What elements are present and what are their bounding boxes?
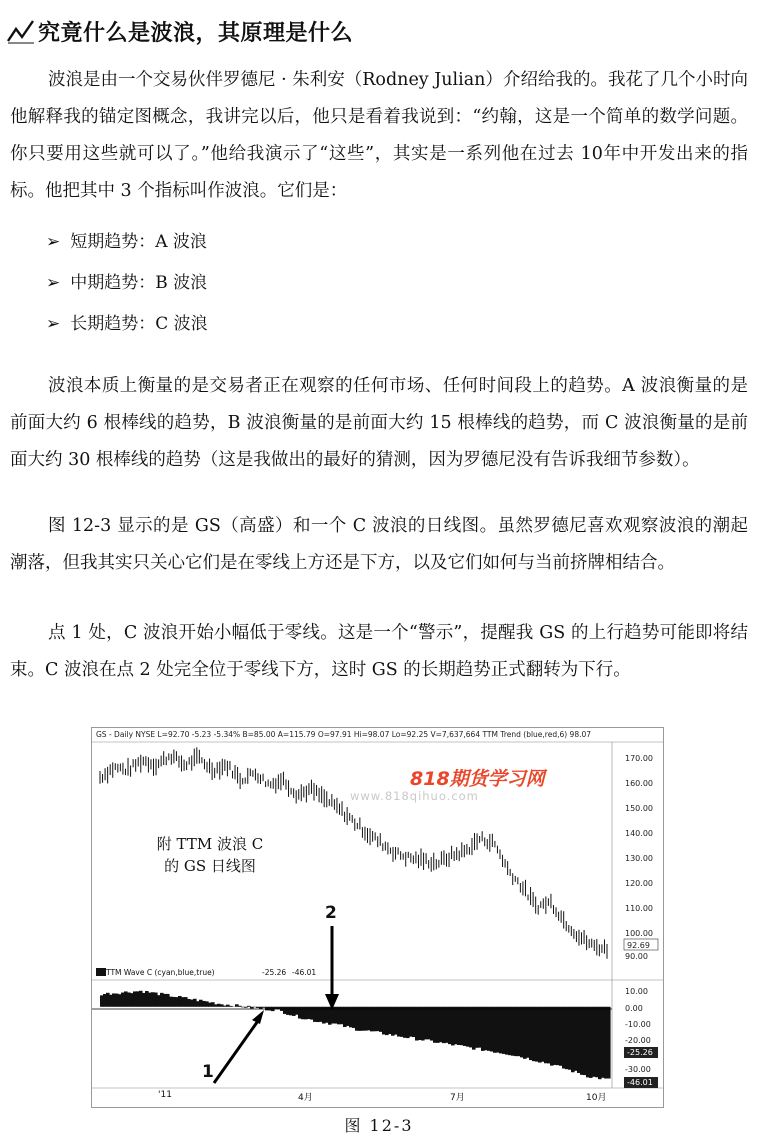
paragraph-3 (10, 508, 748, 582)
bullet-text: 中期趋势：B 波浪 (70, 273, 208, 293)
x-axis-tick: 4月 (298, 1093, 313, 1103)
bullet-item (46, 304, 208, 345)
annotation-point-2: 2 (325, 903, 337, 923)
paragraph-1 (10, 62, 748, 210)
arrow-1-icon (214, 1018, 260, 1083)
page-title: 究竟什么是波浪，其原理是什么 (38, 20, 354, 46)
price-axis-tick: 100.00 (625, 929, 653, 938)
indicator-label: TTM Wave C (cyan,blue,true) (106, 968, 215, 977)
annotation-point-1: 1 (202, 1062, 214, 1082)
arrowhead-bullet-icon: ➢ (46, 314, 61, 334)
price-axis-tick: 140.00 (625, 829, 653, 838)
price-axis-tick: 130.00 (625, 854, 653, 863)
figure-inset-label (140, 833, 280, 877)
paragraph-4-text: 点 1 处，C 波浪开始小幅低于零线。这是一个“警示”，提醒我 GS 的上行趋势可能即将结束。C 波浪在点 2 处完全位于零线下方，这时 GS 的长期趋势正式翻转为下行。 (10, 623, 748, 680)
paragraph-1-text: 波浪是由一个交易伙伴罗德尼 · 朱利安（Rodney Julian）介绍给我的。我花了几个小时向他解释我的锚定图概念，我讲完以后，他只是看着我说到：“约翰，这是一个简单的数学问题。你只要用这些就可以了。”他给我演示了“这些”，其实是一系列他在过去 10年中开发出来的指标。他把其中 3 个指标叫作波浪。它们是： (10, 70, 748, 201)
paragraph-3-text: 图 12-3 显示的是 GS（高盛）和一个 C 波浪的日线图。虽然罗德尼喜欢观察波浪的潮起潮落，但我其实只关心它们是在零线上方还是下方，以及它们如何与当前挤牌相结合。 (10, 516, 748, 573)
x-axis-tick: 7月 (450, 1093, 465, 1103)
figure-inset-label-line1: 附 TTM 波浪 C (156, 835, 264, 853)
watermark-url: www.818qihuo.com (350, 789, 479, 803)
indicator-axis-tick: 10.00 (625, 987, 648, 996)
bullet-item (46, 263, 208, 304)
bullet-text: 长期趋势：C 波浪 (70, 314, 208, 334)
section-heading (6, 14, 353, 48)
bullet-list (46, 222, 208, 345)
indicator-axis-tick: -20.00 (625, 1036, 651, 1045)
arrowhead-bullet-icon: ➢ (46, 232, 61, 252)
last-price-tag: 92.69 (627, 941, 650, 950)
figure-caption: 图 12-3 (344, 1116, 414, 1135)
wave-c-histogram (100, 991, 611, 1079)
indicator-value-tag: -25.26 (627, 1048, 653, 1057)
wave-c-bar (244, 1007, 248, 1008)
price-axis-tick: 160.00 (625, 779, 653, 788)
gs-daily-chart-figure (91, 727, 664, 1108)
wave-c-bar (229, 1006, 233, 1007)
chart-canvas (92, 728, 663, 1107)
price-axis-tick: 150.00 (625, 804, 653, 813)
price-axis-tick: 90.00 (625, 952, 648, 961)
indicator-axis-tick: -10.00 (625, 1020, 651, 1029)
paragraph-2 (10, 368, 748, 479)
paragraph-2-text: 波浪本质上衡量的是交易者正在观察的任何市场、任何时间段上的趋势。A 波浪衡量的是前面大约 6 根棒线的趋势，B 波浪衡量的是前面大约 15 根棒线的趋势，而 C 波浪衡量的是前面大约 30 根棒线的趋势（这是我做出的最好的猜测，因为罗德尼没有告诉我细节参数）。 (10, 376, 748, 470)
arrowhead-bullet-icon: ➢ (46, 273, 61, 293)
price-axis-tick: 110.00 (625, 904, 653, 913)
price-axis-tick: 170.00 (625, 754, 653, 763)
wave-c-bar (607, 1007, 611, 1079)
bullet-item (46, 222, 208, 263)
wave-c-bar (238, 1006, 242, 1007)
x-axis-tick: 10月 (586, 1093, 607, 1103)
chart-header: GS - Daily NYSE L=92.70 -5.23 -5.34% B=85.00 A=115.79 O=97.91 Hi=98.07 Lo=92.25 V=7,637,664 TTM Trend (blue,red,6) 98.07 (96, 730, 592, 739)
trend-chart-icon (6, 17, 36, 45)
indicator-value-tag: -46.01 (627, 1078, 653, 1087)
indicator-value-1: -25.26 (262, 968, 287, 977)
indicator-axis-tick: -30.00 (625, 1065, 651, 1074)
figure-inset-label-line2: 的 GS 日线图 (164, 857, 256, 875)
watermark-logo: 818期货学习网 (410, 768, 545, 790)
indicator-axis-tick: 0.00 (625, 1004, 643, 1013)
indicator-value-2: -46.01 (292, 968, 317, 977)
paragraph-4 (10, 615, 748, 689)
bullet-text: 短期趋势：A 波浪 (70, 232, 207, 252)
wave-c-bar (247, 1006, 251, 1007)
price-axis-tick: 120.00 (625, 879, 653, 888)
arrowhead-1-icon (252, 1010, 264, 1024)
x-axis-tick: '11 (158, 1090, 172, 1100)
